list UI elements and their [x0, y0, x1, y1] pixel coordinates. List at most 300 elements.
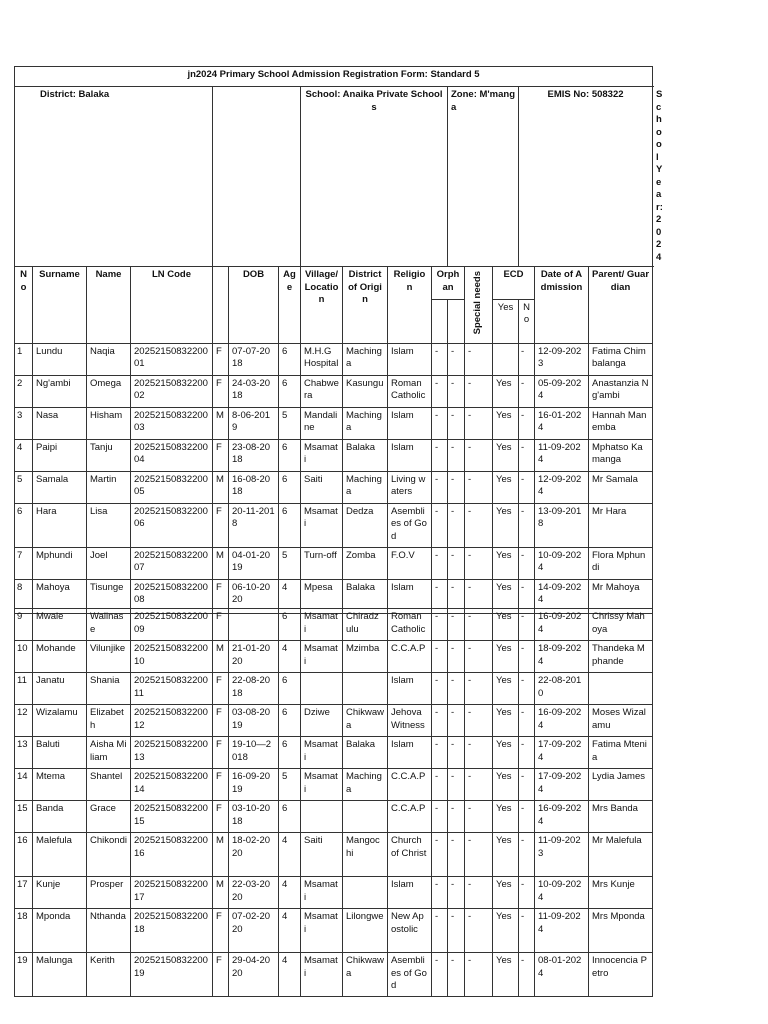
orphan-cell-1: -: [432, 579, 448, 613]
ln-code-cell: 2025215083220006: [131, 503, 213, 547]
age-cell: 4: [279, 579, 301, 613]
dob-cell: 07-02-2020: [229, 909, 279, 953]
age-cell: 6: [279, 737, 301, 769]
header-village: Village/ Location: [301, 267, 343, 344]
village-cell: Msamati: [301, 769, 343, 801]
ln-code-cell: 2025215083220017: [131, 877, 213, 909]
orphan-cell-2: -: [448, 833, 465, 877]
parent-cell: Mr Samala: [589, 471, 653, 503]
orphan-cell-1: -: [432, 375, 448, 407]
ln-code-cell: 2025215083220009: [131, 609, 213, 641]
orphan-cell-2: -: [448, 471, 465, 503]
orphan-cell-1: -: [432, 407, 448, 439]
district-cell: Chiradzulu: [343, 609, 388, 641]
surname-cell: Baluti: [33, 737, 87, 769]
sex-cell: F: [213, 953, 229, 997]
district-cell: Balaka: [343, 737, 388, 769]
dob-cell: 22-08-2018: [229, 673, 279, 705]
ln-code-cell: 2025215083220003: [131, 407, 213, 439]
table-row: [15, 641, 653, 673]
name-cell: Prosper: [87, 877, 131, 909]
orphan-cell-1: -: [432, 439, 448, 471]
admission-date-cell: 12-09-2023: [535, 343, 589, 375]
sex-cell: F: [213, 343, 229, 375]
religion-cell: C.C.A.P: [388, 801, 432, 833]
ecd-yes-cell: Yes: [493, 407, 519, 439]
form-title: jn2024 Primary School Admission Registration Form: Standard 5: [15, 67, 653, 87]
ecd-yes-cell: Yes: [493, 801, 519, 833]
orphan-cell-2: -: [448, 439, 465, 471]
admission-date-cell: 18-09-2024: [535, 641, 589, 673]
admission-date-cell: 08-01-2024: [535, 953, 589, 997]
ecd-yes-cell: Yes: [493, 769, 519, 801]
table-row: [15, 407, 653, 439]
sex-cell: M: [213, 471, 229, 503]
admission-date-cell: 17-09-2024: [535, 737, 589, 769]
parent-cell: Moses Wizalamu: [589, 705, 653, 737]
row-number: 11: [15, 673, 33, 705]
admission-date-cell: 11-09-2024: [535, 439, 589, 471]
district-cell: Machinga: [343, 407, 388, 439]
name-cell: Hisham: [87, 407, 131, 439]
special-needs-cell: -: [465, 769, 493, 801]
ecd-yes-cell: Yes: [493, 579, 519, 613]
special-needs-cell: -: [465, 439, 493, 471]
name-cell: Walinase: [87, 609, 131, 641]
admission-date-cell: 10-09-2024: [535, 547, 589, 579]
village-cell: [301, 801, 343, 833]
parent-cell: Mr Mahoya: [589, 579, 653, 613]
dob-cell: [229, 609, 279, 641]
admission-date-cell: 16-09-2024: [535, 609, 589, 641]
special-needs-cell: -: [465, 547, 493, 579]
orphan-cell-2: -: [448, 801, 465, 833]
age-cell: 6: [279, 801, 301, 833]
surname-cell: Nasa: [33, 407, 87, 439]
row-number: 8: [15, 579, 33, 613]
page-1-rows: [15, 343, 653, 613]
village-cell: Msamati: [301, 641, 343, 673]
special-needs-cell: -: [465, 833, 493, 877]
village-cell: Msamati: [301, 909, 343, 953]
header-admission-date: Date of Admission: [535, 267, 589, 344]
name-cell: Kerith: [87, 953, 131, 997]
parent-cell: Mrs Banda: [589, 801, 653, 833]
village-cell: Saiti: [301, 833, 343, 877]
table-row: [15, 705, 653, 737]
row-number: 17: [15, 877, 33, 909]
name-cell: Martin: [87, 471, 131, 503]
name-cell: Shania: [87, 673, 131, 705]
orphan-cell-1: -: [432, 609, 448, 641]
admission-date-cell: 14-09-2024: [535, 579, 589, 613]
age-cell: 6: [279, 705, 301, 737]
header-special-needs: Special needs: [472, 271, 484, 335]
row-number: 4: [15, 439, 33, 471]
surname-cell: Mphundi: [33, 547, 87, 579]
orphan-cell-1: -: [432, 877, 448, 909]
ln-code-cell: 2025215083220010: [131, 641, 213, 673]
age-cell: 6: [279, 343, 301, 375]
dob-cell: 29-04-2020: [229, 953, 279, 997]
age-cell: 4: [279, 641, 301, 673]
religion-cell: New Apostolic: [388, 909, 432, 953]
special-needs-cell: -: [465, 877, 493, 909]
dob-cell: 16-09-2019: [229, 769, 279, 801]
sex-cell: F: [213, 609, 229, 641]
emis-label: EMIS No: 508322: [519, 87, 653, 267]
village-cell: M.H.G Hospital: [301, 343, 343, 375]
admission-date-cell: 16-09-2024: [535, 801, 589, 833]
ln-code-cell: 2025215083220014: [131, 769, 213, 801]
parent-cell: Innocencia Petro: [589, 953, 653, 997]
sex-cell: F: [213, 503, 229, 547]
ecd-no-cell: -: [519, 737, 535, 769]
name-cell: Aisha Miliam: [87, 737, 131, 769]
orphan-cell-2: -: [448, 705, 465, 737]
religion-cell: Islam: [388, 737, 432, 769]
religion-cell: Jehova Witness: [388, 705, 432, 737]
zone-label: Zone: M'manga: [448, 87, 519, 267]
ecd-no-cell: -: [519, 375, 535, 407]
parent-cell: Thandeka Mphande: [589, 641, 653, 673]
parent-cell: Mr Malefula: [589, 833, 653, 877]
header-dob: DOB: [229, 267, 279, 344]
ecd-yes-cell: Yes: [493, 439, 519, 471]
ecd-yes-cell: Yes: [493, 503, 519, 547]
row-number: 1: [15, 343, 33, 375]
district-cell: Mzimba: [343, 641, 388, 673]
table-row: [15, 801, 653, 833]
dob-cell: 24-03-2018: [229, 375, 279, 407]
admission-table-page-1: [14, 66, 663, 614]
row-number: 19: [15, 953, 33, 997]
orphan-cell-2: -: [448, 343, 465, 375]
form-title-row: [15, 67, 653, 87]
sex-cell: M: [213, 833, 229, 877]
header-surname: Surname: [33, 267, 87, 344]
row-number: 14: [15, 769, 33, 801]
table-row: [15, 769, 653, 801]
village-cell: Msamati: [301, 877, 343, 909]
parent-cell: [589, 673, 653, 705]
ln-code-cell: 2025215083220015: [131, 801, 213, 833]
dob-cell: 03-08-2019: [229, 705, 279, 737]
ln-code-cell: 2025215083220007: [131, 547, 213, 579]
ecd-no-cell: -: [519, 503, 535, 547]
ecd-no-cell: -: [519, 833, 535, 877]
admission-date-cell: 11-09-2023: [535, 833, 589, 877]
parent-cell: Flora Mphundi: [589, 547, 653, 579]
surname-cell: Mahoya: [33, 579, 87, 613]
sex-cell: M: [213, 641, 229, 673]
orphan-cell-1: -: [432, 953, 448, 997]
surname-cell: Ng'ambi: [33, 375, 87, 407]
parent-cell: Mr Hara: [589, 503, 653, 547]
row-number: 16: [15, 833, 33, 877]
sex-cell: F: [213, 439, 229, 471]
name-cell: Grace: [87, 801, 131, 833]
parent-cell: Chrissy Mahoya: [589, 609, 653, 641]
special-needs-cell: -: [465, 737, 493, 769]
orphan-cell-1: -: [432, 641, 448, 673]
district-cell: [343, 673, 388, 705]
ecd-no-cell: -: [519, 801, 535, 833]
village-cell: Mandaline: [301, 407, 343, 439]
village-cell: Msamati: [301, 503, 343, 547]
name-cell: Shantel: [87, 769, 131, 801]
table-row: [15, 737, 653, 769]
ln-code-cell: 2025215083220018: [131, 909, 213, 953]
form-info-row: District: Balaka School: Anaika Private Schools Zone: M'manga EMIS No: 508322 School Year: 2024: [15, 87, 653, 267]
ecd-no-cell: -: [519, 579, 535, 613]
sex-cell: F: [213, 375, 229, 407]
ecd-no-cell: -: [519, 705, 535, 737]
ecd-no-cell: -: [519, 439, 535, 471]
ecd-no-cell: -: [519, 343, 535, 375]
sex-cell: F: [213, 801, 229, 833]
admission-date-cell: 17-09-2024: [535, 769, 589, 801]
name-cell: Joel: [87, 547, 131, 579]
religion-cell: C.C.A.P: [388, 641, 432, 673]
header-ecd: ECD: [493, 267, 535, 300]
ln-code-cell: 2025215083220013: [131, 737, 213, 769]
admission-date-cell: 11-09-2024: [535, 909, 589, 953]
parent-cell: Lydia James: [589, 769, 653, 801]
ln-code-cell: 2025215083220004: [131, 439, 213, 471]
header-ecd-no: No: [519, 299, 535, 343]
religion-cell: Roman Catholic: [388, 375, 432, 407]
row-number: 15: [15, 801, 33, 833]
dob-cell: 06-10-2020: [229, 579, 279, 613]
orphan-cell-2: -: [448, 673, 465, 705]
surname-cell: Lundu: [33, 343, 87, 375]
district-cell: Chikwawa: [343, 705, 388, 737]
table-row: [15, 503, 653, 547]
age-cell: 6: [279, 375, 301, 407]
village-cell: Msamati: [301, 953, 343, 997]
special-needs-cell: -: [465, 909, 493, 953]
name-cell: Elizabeth: [87, 705, 131, 737]
village-cell: [301, 673, 343, 705]
page-2-rows: [15, 609, 653, 997]
surname-cell: Hara: [33, 503, 87, 547]
ecd-no-cell: -: [519, 877, 535, 909]
district-cell: Machinga: [343, 769, 388, 801]
ecd-yes-cell: Yes: [493, 953, 519, 997]
district-cell: Balaka: [343, 439, 388, 471]
row-number: 6: [15, 503, 33, 547]
parent-cell: Mrs Kunje: [589, 877, 653, 909]
village-cell: Msamati: [301, 737, 343, 769]
district-cell: Dedza: [343, 503, 388, 547]
parent-cell: Mphatso Kamanga: [589, 439, 653, 471]
age-cell: 5: [279, 407, 301, 439]
parent-cell: Mrs Mponda: [589, 909, 653, 953]
table-row: [15, 609, 653, 641]
surname-cell: Mohande: [33, 641, 87, 673]
sex-cell: F: [213, 737, 229, 769]
parent-cell: Fatima Chimbalanga: [589, 343, 653, 375]
religion-cell: Church of Christ: [388, 833, 432, 877]
orphan-cell-1: -: [432, 503, 448, 547]
parent-cell: Fatima Mtenia: [589, 737, 653, 769]
religion-cell: F.O.V: [388, 547, 432, 579]
row-number: 10: [15, 641, 33, 673]
village-cell: Saiti: [301, 471, 343, 503]
ln-code-cell: 2025215083220005: [131, 471, 213, 503]
ecd-yes-cell: Yes: [493, 375, 519, 407]
header-district-origin: District of Origin: [343, 267, 388, 344]
ln-code-cell: 2025215083220008: [131, 579, 213, 613]
surname-cell: Wizalamu: [33, 705, 87, 737]
district-cell: Lilongwe: [343, 909, 388, 953]
name-cell: Vilunjike: [87, 641, 131, 673]
row-number: 9: [15, 609, 33, 641]
ecd-yes-cell: Yes: [493, 909, 519, 953]
orphan-cell-2: -: [448, 953, 465, 997]
religion-cell: Asemblies of God: [388, 503, 432, 547]
admission-date-cell: 22-08-2010: [535, 673, 589, 705]
district-cell: [343, 877, 388, 909]
surname-cell: Samala: [33, 471, 87, 503]
village-cell: Mpesa: [301, 579, 343, 613]
age-cell: 6: [279, 439, 301, 471]
ecd-yes-cell: Yes: [493, 609, 519, 641]
village-cell: Chabwera: [301, 375, 343, 407]
admission-date-cell: 16-01-2024: [535, 407, 589, 439]
district-cell: Chikwawa: [343, 953, 388, 997]
dob-cell: 22-03-2020: [229, 877, 279, 909]
table-row: [15, 471, 653, 503]
header-orphan: Orphan: [432, 267, 465, 300]
religion-cell: C.C.A.P: [388, 769, 432, 801]
table-row: [15, 439, 653, 471]
name-cell: Omega: [87, 375, 131, 407]
ecd-yes-cell: Yes: [493, 737, 519, 769]
district-cell: Kasungu: [343, 375, 388, 407]
table-row: [15, 343, 653, 375]
age-cell: 6: [279, 471, 301, 503]
ecd-yes-cell: Yes: [493, 471, 519, 503]
dob-cell: 04-01-2019: [229, 547, 279, 579]
table-row: [15, 953, 653, 997]
row-number: 5: [15, 471, 33, 503]
religion-cell: Roman Catholic: [388, 609, 432, 641]
admission-date-cell: 10-09-2024: [535, 877, 589, 909]
header-religion: Religion: [388, 267, 432, 344]
name-cell: Nthanda: [87, 909, 131, 953]
orphan-cell-2: -: [448, 737, 465, 769]
religion-cell: Islam: [388, 343, 432, 375]
admission-date-cell: 13-09-2018: [535, 503, 589, 547]
ln-code-cell: 2025215083220001: [131, 343, 213, 375]
name-cell: Chikondi: [87, 833, 131, 877]
surname-cell: Mponda: [33, 909, 87, 953]
surname-cell: Mwale: [33, 609, 87, 641]
surname-cell: Malunga: [33, 953, 87, 997]
ln-code-cell: 2025215083220012: [131, 705, 213, 737]
sex-cell: F: [213, 705, 229, 737]
religion-cell: Islam: [388, 407, 432, 439]
religion-cell: Islam: [388, 439, 432, 471]
sex-cell: F: [213, 673, 229, 705]
special-needs-cell: -: [465, 953, 493, 997]
surname-cell: Malefula: [33, 833, 87, 877]
table-row: [15, 833, 653, 877]
orphan-cell-2: -: [448, 375, 465, 407]
orphan-cell-2: -: [448, 547, 465, 579]
district-cell: Balaka: [343, 579, 388, 613]
district-label: District: Balaka: [15, 87, 213, 267]
admission-date-cell: 16-09-2024: [535, 705, 589, 737]
orphan-cell-2: -: [448, 909, 465, 953]
district-cell: Mangochi: [343, 833, 388, 877]
special-needs-cell: -: [465, 609, 493, 641]
orphan-cell-1: -: [432, 705, 448, 737]
special-needs-cell: -: [465, 503, 493, 547]
orphan-cell-2: -: [448, 877, 465, 909]
religion-cell: Islam: [388, 673, 432, 705]
ecd-no-cell: -: [519, 471, 535, 503]
sex-cell: M: [213, 547, 229, 579]
ecd-yes-cell: Yes: [493, 547, 519, 579]
ecd-yes-cell: Yes: [493, 705, 519, 737]
dob-cell: 07-07-2018: [229, 343, 279, 375]
age-cell: 4: [279, 877, 301, 909]
ecd-yes-cell: Yes: [493, 673, 519, 705]
table-row: [15, 375, 653, 407]
age-cell: 4: [279, 953, 301, 997]
religion-cell: Living waters: [388, 471, 432, 503]
name-cell: Naqia: [87, 343, 131, 375]
parent-cell: Anastanzia Ng'ambi: [589, 375, 653, 407]
orphan-cell-1: -: [432, 909, 448, 953]
ln-code-cell: 2025215083220019: [131, 953, 213, 997]
row-number: 18: [15, 909, 33, 953]
orphan-cell-1: -: [432, 801, 448, 833]
surname-cell: Janatu: [33, 673, 87, 705]
age-cell: 5: [279, 547, 301, 579]
school-label: School: Anaika Private Schools: [301, 87, 448, 267]
orphan-cell-2: -: [448, 579, 465, 613]
special-needs-cell: -: [465, 705, 493, 737]
district-cell: Zomba: [343, 547, 388, 579]
ecd-no-cell: -: [519, 609, 535, 641]
row-number: 12: [15, 705, 33, 737]
orphan-cell-1: -: [432, 833, 448, 877]
orphan-cell-2: -: [448, 503, 465, 547]
table-row: [15, 909, 653, 953]
ecd-yes-cell: Yes: [493, 877, 519, 909]
ecd-yes-cell: [493, 343, 519, 375]
village-cell: Msamati: [301, 609, 343, 641]
special-needs-cell: -: [465, 343, 493, 375]
admission-date-cell: 05-09-2024: [535, 375, 589, 407]
header-ln-code: LN Code: [131, 267, 213, 344]
ecd-yes-cell: Yes: [493, 833, 519, 877]
special-needs-cell: -: [465, 407, 493, 439]
header-no: No: [15, 267, 33, 344]
district-cell: Machinga: [343, 471, 388, 503]
age-cell: 5: [279, 769, 301, 801]
ln-code-cell: 2025215083220016: [131, 833, 213, 877]
table-row: [15, 673, 653, 705]
religion-cell: Islam: [388, 579, 432, 613]
orphan-cell-2: -: [448, 609, 465, 641]
special-needs-cell: -: [465, 801, 493, 833]
dob-cell: 16-08-2018: [229, 471, 279, 503]
